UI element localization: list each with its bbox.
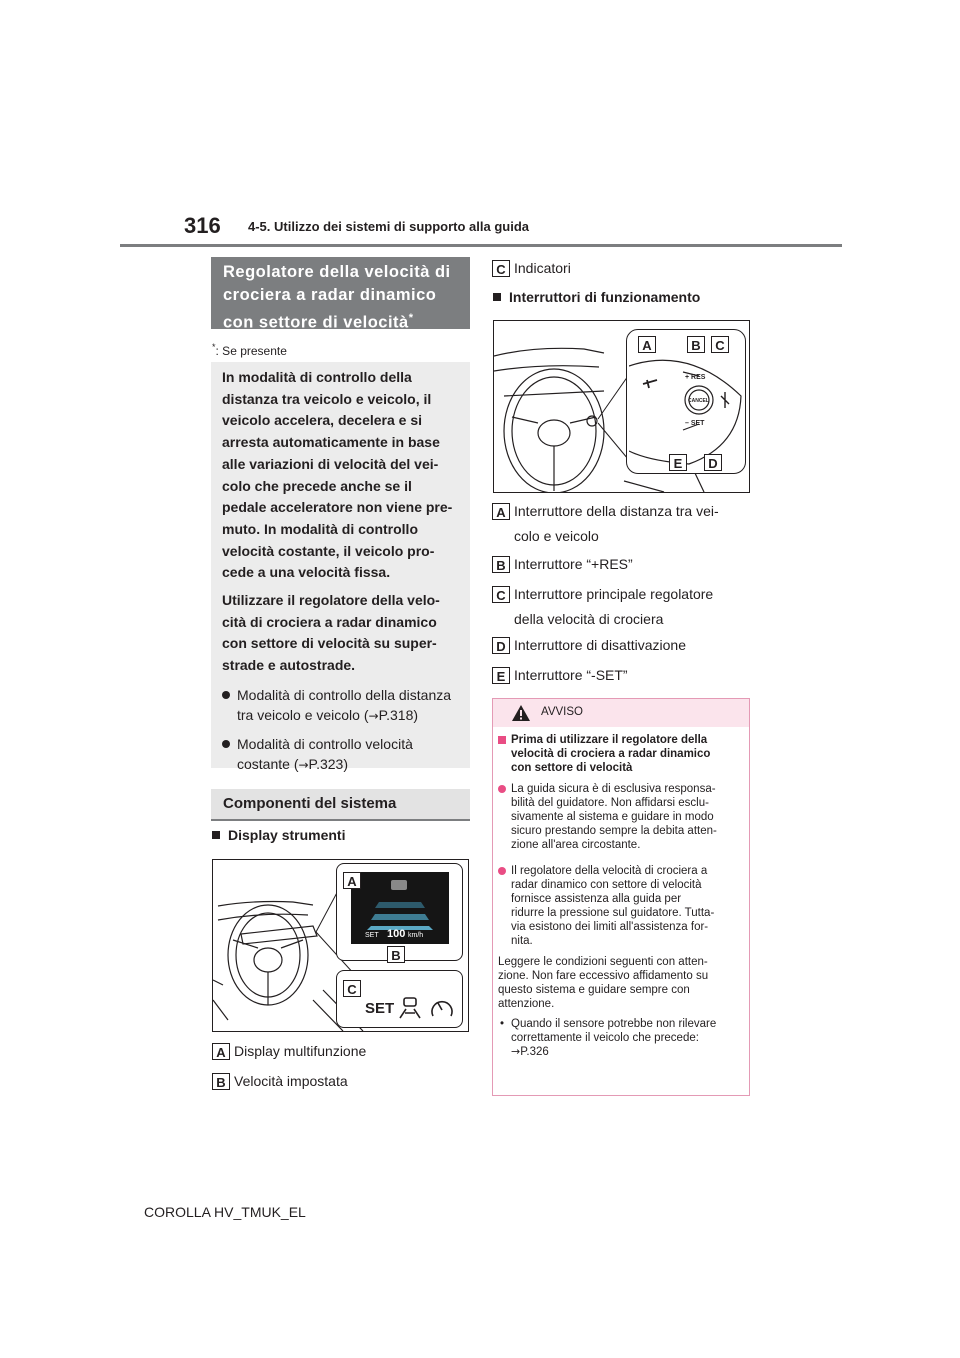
- intro-paragraph-1: [222, 367, 460, 584]
- bullet-dot: [222, 740, 230, 748]
- warning-line: attenzione.: [498, 998, 555, 1010]
- page-ref-link[interactable]: P.323): [308, 755, 348, 772]
- mode-bullet-constant: [222, 734, 460, 775]
- subsection-title: Componenti del sistema: [211, 789, 470, 819]
- res-switch-label: + RES: [685, 374, 706, 381]
- switch-legend-c: [492, 583, 752, 631]
- switch-legend-d: [492, 634, 752, 658]
- bullet-text: costante (: [237, 755, 299, 772]
- topic-title-line: con settore di velocità: [223, 313, 409, 332]
- switch-label-a: A: [638, 336, 656, 353]
- switches-heading-text: Interruttori di funzionamento: [509, 289, 701, 305]
- callout-label-a: A: [343, 872, 361, 889]
- intro-line: alle variazioni di velocità del vei-: [222, 455, 439, 472]
- intro-box: [211, 362, 470, 772]
- intro-line: con settore di velocità su super-: [222, 635, 437, 652]
- legend-key: C: [492, 260, 510, 277]
- legend-key: B: [492, 556, 510, 573]
- warning-note: [498, 955, 742, 1011]
- legend-key: D: [492, 637, 510, 654]
- warning-body: [498, 733, 742, 1059]
- legend-text: della velocità di crociera: [514, 611, 664, 627]
- warning-heading-line: velocità di crociera a radar dinamico: [511, 748, 711, 760]
- legend-text: Interruttore della distanza tra vei-: [514, 503, 719, 519]
- warning-triangle-icon: [511, 704, 531, 722]
- warning-item-2: [498, 864, 742, 948]
- switch-label-e: E: [669, 454, 687, 471]
- arrow-icon: →: [368, 708, 379, 723]
- intro-line: veicolo accelera, decelera e si: [222, 412, 423, 429]
- legend-key: E: [492, 667, 510, 684]
- warning-heading-line: Prima di utilizzare il regolatore della: [511, 734, 708, 746]
- intro-line: muto. In modalità di controllo: [222, 520, 418, 537]
- warning-heading-line: con settore di velocità: [511, 762, 633, 774]
- arrow-icon: →: [298, 757, 309, 772]
- square-bullet: [498, 736, 506, 744]
- square-bullet: [212, 831, 220, 839]
- warning-header: [493, 699, 749, 727]
- arrow-icon: →: [511, 1045, 521, 1058]
- legend-text: Velocità impostata: [234, 1073, 348, 1089]
- legend-item-a: [212, 1040, 472, 1064]
- display-heading: [212, 827, 345, 843]
- intro-line: arresta automaticamente in base: [222, 434, 440, 451]
- intro-line: In modalità di controllo della: [222, 369, 412, 385]
- warning-sub-bullet: [498, 1017, 742, 1059]
- legend-text: Interruttore “+RES”: [514, 556, 633, 572]
- warning-line: zione. Non fare eccessivo affidamento su: [498, 970, 709, 982]
- bullet-text: Modalità di controllo della distanza: [237, 686, 452, 703]
- page-ref-link[interactable]: P.326: [520, 1046, 549, 1058]
- switch-legend-b: [492, 553, 752, 577]
- footnote-text: : Se presente: [215, 344, 287, 358]
- warning-line: Quando il sensore potrebbe non rilevare: [511, 1018, 717, 1030]
- footnote-mark: *: [212, 342, 216, 352]
- warning-line: Il regolatore della velocità di crociera a: [511, 865, 708, 877]
- mode-bullet-distance: [222, 685, 460, 726]
- warning-line: La guida sicura è di esclusiva responsa-: [511, 783, 716, 795]
- legend-key: B: [212, 1073, 230, 1090]
- legend-text: Interruttore principale regolatore: [514, 586, 714, 602]
- display-heading-text: Display strumenti: [228, 827, 346, 843]
- instrument-display-figure: [212, 859, 469, 1032]
- legend-key: C: [492, 586, 510, 603]
- set-indicator: SET: [365, 1000, 395, 1017]
- switch-label-d: D: [704, 454, 722, 471]
- warning-line: questo sistema e guidare sempre con: [498, 984, 690, 996]
- switch-legend-a: [492, 500, 752, 548]
- warning-line: zione all'area circostante.: [511, 839, 641, 851]
- intro-line: velocità costante, il veicolo pro-: [222, 542, 435, 559]
- intro-line: distanza tra veicolo e veicolo, il: [222, 390, 432, 407]
- page-ref-link[interactable]: P.318): [378, 706, 419, 723]
- switch-legend-e: [492, 664, 752, 688]
- legend-text: colo e veicolo: [514, 528, 599, 544]
- intro-line: cede a una velocità fissa.: [222, 564, 391, 581]
- circle-bullet: [498, 867, 506, 875]
- subsection-divider: [211, 819, 470, 821]
- square-bullet: [493, 293, 501, 301]
- set-switch-label: – SET: [685, 420, 705, 427]
- callout-label-b: B: [387, 946, 405, 963]
- set-speed-value: 100: [387, 928, 406, 940]
- warning-label: AVVISO: [541, 706, 583, 718]
- warning-line: sivamente al sistema e guidare in modo: [511, 811, 714, 823]
- bullet-text: Modalità di controllo velocità: [237, 735, 413, 752]
- intro-line: strade e autostrade.: [222, 657, 356, 674]
- set-speed-label: SET: [365, 932, 379, 939]
- warning-line: ridurre la pressione sul guidatore. Tutta-: [511, 907, 715, 919]
- legend-text: Display multifunzione: [234, 1043, 367, 1059]
- section-title: 4-5. Utilizzo dei sistemi di supporto alla guida: [248, 219, 529, 234]
- switch-label-b: B: [687, 336, 705, 353]
- legend-item-b: [212, 1070, 472, 1094]
- warning-box: [492, 698, 750, 1096]
- legend-text: Interruttore “-SET”: [514, 667, 628, 683]
- legend-item-c: [492, 257, 752, 281]
- warning-line: correttamente il veicolo che precede:: [511, 1032, 699, 1044]
- intro-line: cità di crociera a radar dinamico: [222, 613, 437, 630]
- multi-display-screen: [351, 872, 449, 944]
- topic-title-box: [211, 257, 470, 332]
- intro-line: pedale acceleratore non viene pre-: [222, 499, 453, 516]
- bullet-text: tra veicolo e veicolo (: [237, 706, 369, 723]
- legend-text: Indicatori: [514, 260, 571, 276]
- switch-panel-illustration: [629, 356, 744, 466]
- legend-key: A: [212, 1043, 230, 1060]
- page-number: 316: [184, 213, 221, 238]
- intro-paragraph-2: [222, 590, 460, 677]
- footer-model: COROLLA HV_TMUK_EL: [144, 1204, 306, 1220]
- callout-label-c: C: [343, 980, 361, 997]
- warning-line: bilità del guidatore. Non affidarsi esclu-: [511, 797, 709, 809]
- warning-item-1: [498, 782, 742, 852]
- intro-line: colo che precede anche se il: [222, 477, 412, 494]
- warning-line: nita.: [511, 935, 533, 947]
- radar-cruise-icon: [395, 996, 425, 1020]
- speed-limit-cruise-icon: [429, 996, 455, 1020]
- legend-key: A: [492, 503, 510, 520]
- warning-heading: [498, 733, 742, 775]
- warning-line: fornisce assistenza alla guida per: [511, 893, 682, 905]
- footnote-asterisk: *: [408, 312, 414, 324]
- footnote: [212, 342, 287, 358]
- topic-title-line: crociera a radar dinamico: [223, 286, 437, 304]
- switches-heading: [493, 289, 700, 305]
- switch-label-c: C: [711, 336, 729, 353]
- warning-line: via esistono dei limiti all'assistenza for-: [511, 921, 709, 933]
- steering-switch-figure: [493, 320, 750, 493]
- bullet-dot: •: [500, 1018, 505, 1030]
- warning-line: Leggere le condizioni seguenti con atten-: [498, 956, 708, 968]
- set-speed-unit: km/h: [408, 932, 424, 939]
- intro-line: Utilizzare il regolatore della velo-: [222, 592, 440, 609]
- bullet-dot: [222, 691, 230, 699]
- legend-text: Interruttore di disattivazione: [514, 637, 686, 653]
- warning-line: radar dinamico con settore di velocità: [511, 879, 702, 891]
- circle-bullet: [498, 785, 506, 793]
- topic-title-line: Regolatore della velocità di: [223, 263, 451, 281]
- warning-line: sicuro prestando sempre la debita atten-: [511, 825, 717, 837]
- cancel-switch-label: CANCEL: [688, 398, 709, 404]
- header-divider: [120, 244, 842, 247]
